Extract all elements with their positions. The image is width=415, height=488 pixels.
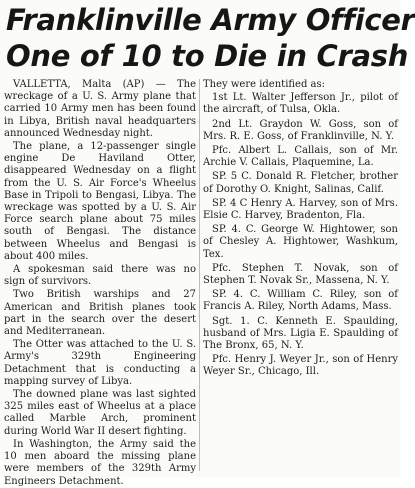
- article-paragraph: [4, 79, 196, 140]
- victim-entry: SP. 4 C Henry A. Harvey, son of Mrs. Elsie C. Harvey, Bradenton, Fla.: [203, 197, 398, 222]
- article-column-right: [203, 79, 398, 379]
- victim-entry: SP. 5 C. Donald R. Fletcher, brother of Dorothy O. Knight, Salinas, Calif.: [203, 171, 398, 195]
- victim-entry: SP. 4. C. George W. Hightower, son of Chesley A. Hightower, Washkum, Tex.: [203, 224, 398, 260]
- column-divider: [199, 79, 200, 471]
- victim-entry: 2nd Lt. Graydon W. Goss, son of Mrs. R. E. Goss, of Franklinville, N. Y.: [203, 118, 398, 142]
- headline-line-2: One of 10 to Die in Crash: [6, 39, 409, 73]
- headline-line-1: Franklinville Army Officer: [6, 3, 415, 37]
- article-paragraph: A spokesman said there was no sign of survivors.: [4, 264, 196, 288]
- dateline-dash: —: [144, 79, 177, 90]
- headline: [6, 2, 415, 74]
- paragraph-text: The wreckage of a U. S. Army plane that carried 10 Army men has been found in Libya, British naval headquarters announced Wednesday night.: [4, 79, 197, 139]
- victim-entry: Sgt. 1. C. Kenneth E. Spaulding, husband of Mrs. Ligia E. Spaulding of The Bronx, 65, N. Y.: [203, 315, 398, 352]
- victim-entry: Pfc. Henry J. Weyer Jr., son of Henry Weyer Sr., Chicago, Ill.: [203, 354, 398, 378]
- victim-entry: Pfc. Stephen T. Novak, son of Stephen T. Novak Sr., Massena, N. Y.: [203, 262, 398, 287]
- victim-entry: SP. 4. C. William C. Riley, son of Francis A. Riley, North Adams, Mass.: [203, 289, 398, 313]
- victim-entry: 1st Lt. Walter Jefferson Jr., pilot of the aircraft, of Tulsa, Okla.: [203, 92, 398, 116]
- article-paragraph: In Washington, the Army said the 10 men aboard the missing plane were members of the 329th Army Engineers Detachment.: [4, 438, 196, 487]
- article-paragraph: The downed plane was last sighted 325 miles east of Wheelus at a place called Marble Arch, prominent during World War II desert fighting.: [4, 389, 196, 437]
- article-paragraph: Two British warships and 27 American and British planes took part in the search over the desert and Mediterranean.: [4, 289, 196, 338]
- article-paragraph: The plane, a 12-passenger single engine De Haviland Otter, disappeared Wednesday on a flight from the U. S. Air Force's Wheelus Base in Tripoli to Bengasi, Libya. The wreckage was spotted by a U. S. Air Force search plane about 75 miles south of Bengasi. The distance between Wheelus and Bengasi is about 400 miles.: [4, 141, 196, 262]
- identified-intro: They were identified as:: [203, 79, 326, 90]
- article-paragraph: The Otter was attached to the U. S. Army's 329th Engineering Detachment that is conducting a mapping survey of Libya.: [4, 339, 196, 387]
- article-column-left: [4, 79, 196, 488]
- dateline: VALLETTA, Malta (AP): [13, 79, 145, 90]
- victim-entry: Pfc. Albert L. Callais, son of Mr. Archie V. Callais, Plaquemine, La.: [203, 145, 398, 169]
